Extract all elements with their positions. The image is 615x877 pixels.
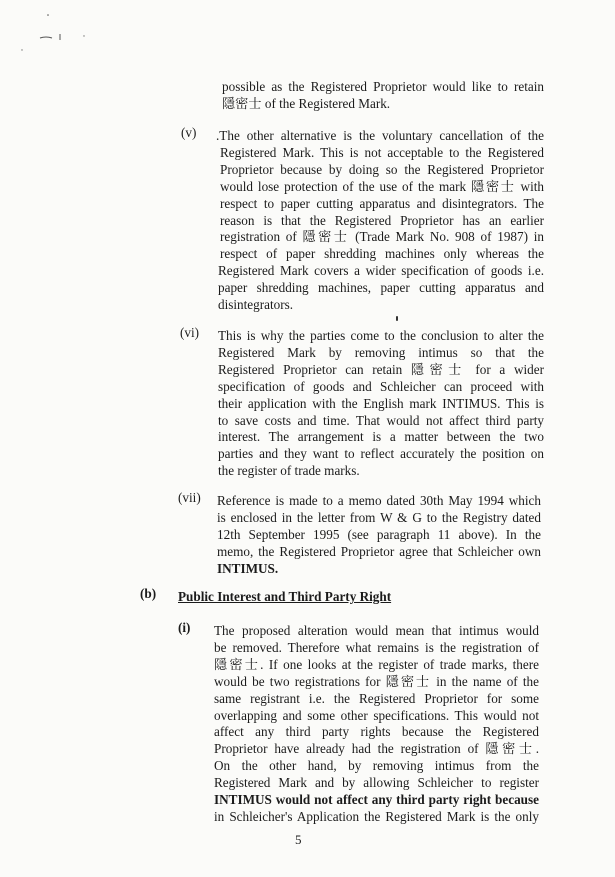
text-line: This is why the parties come to the conclusion to alter the — [218, 328, 544, 343]
text-line: to save costs and time. That would not affect third party — [218, 412, 544, 428]
text-line: would be two registrations for 隱密士 in the name of the — [214, 673, 539, 689]
text-line: would lose protection of the use of the mark 隱密士 with — [220, 178, 544, 194]
text-line: Registered Mark and by allowing Schleicher to register — [214, 775, 539, 791]
text-line: be removed. Therefore what remains is the registration of — [214, 639, 539, 655]
text-line: the register of trade marks. — [218, 463, 360, 479]
text-line: parties and they want to reflect accurately the position on — [218, 446, 544, 462]
text-line: paper shredding machines, paper cutting apparatus and — [218, 280, 544, 296]
text-line: Registered Proprietor can retain 隱密士 for a wider — [218, 361, 544, 377]
stray-mark — [396, 316, 398, 321]
text-line: same registrant i.e. the Registered Proprietor for some — [214, 690, 539, 706]
text-line: 隱密士 of the Registered Mark. — [222, 95, 391, 111]
paragraph-number: (v) — [181, 125, 197, 140]
paragraph-vii — [217, 493, 541, 578]
text-line: Registered Mark by removing intimus so that the — [218, 344, 544, 360]
text-line: memo, the Registered Proprietor agree that Schleicher own — [217, 543, 541, 559]
text-line: overlapping and some other specifications. This would not — [214, 707, 539, 723]
text-line: .The other alternative is the voluntary cancellation of the — [216, 128, 544, 143]
text-line: is enclosed in the letter from W & G to the Registry dated — [217, 509, 541, 525]
text-line: respect to paper cutting apparatus and disintegrators. The — [220, 195, 544, 211]
text-line: The proposed alteration would mean that intimus would — [214, 623, 539, 638]
text-line: INTIMUS would not affect any third party right because — [214, 792, 539, 808]
text-line: 隱密士. If one looks at the register of trade marks, there — [214, 656, 539, 672]
text-line: registration of 隱密士 (Trade Mark No. 908 of 1987) in — [220, 229, 544, 245]
text-line: possible as the Registered Proprietor would like to retain — [222, 79, 544, 94]
text-line: Proprietor because by doing so the Registered Proprietor — [220, 161, 544, 177]
text-line: interest. The arrangement is a matter between the two — [218, 429, 544, 445]
text-line: Reference is made to a memo dated 30th May 1994 which — [217, 493, 541, 508]
text-line: reason is that the Registered Proprietor has an earlier — [220, 212, 544, 228]
text-line: 12th September 1995 (see paragraph 11 above). In the — [217, 526, 541, 542]
text-line: Registered Mark. This is not acceptable to the Registered — [220, 144, 544, 160]
paragraph-b-i — [214, 623, 539, 826]
section-heading: Public Interest and Third Party Right — [178, 589, 392, 604]
text-line: INTIMUS. — [217, 560, 279, 576]
scan-specks — [18, 12, 88, 52]
paragraph-v — [216, 128, 544, 314]
text-line: On the other hand, by removing intimus from the — [214, 758, 539, 774]
text-line: disintegrators. — [218, 297, 294, 313]
text-line: Proprietor have already had the registration of 隱密士. — [214, 741, 539, 757]
page-number: 5 — [295, 832, 302, 847]
continuation-paragraph — [222, 79, 544, 113]
paragraph-number: (vii) — [178, 490, 201, 505]
section-number: (b) — [140, 586, 157, 601]
paragraph-number: (vi) — [180, 325, 200, 340]
text-line: their application with the English mark INTIMUS. This is — [218, 395, 544, 411]
text-line: in Schleicher's Application the Registered Mark is the only — [214, 808, 539, 824]
text-line: respect of paper shredding machines only whereas the — [220, 246, 544, 262]
text-line: Registered Mark covers a wider specification of goods i.e. — [218, 263, 544, 279]
paragraph-vi — [218, 328, 544, 480]
text-line: affect any third party rights because the Registered — [214, 724, 539, 740]
text-line: specification of goods and Schleicher can proceed with — [218, 378, 544, 394]
paragraph-number: (i) — [178, 620, 191, 635]
